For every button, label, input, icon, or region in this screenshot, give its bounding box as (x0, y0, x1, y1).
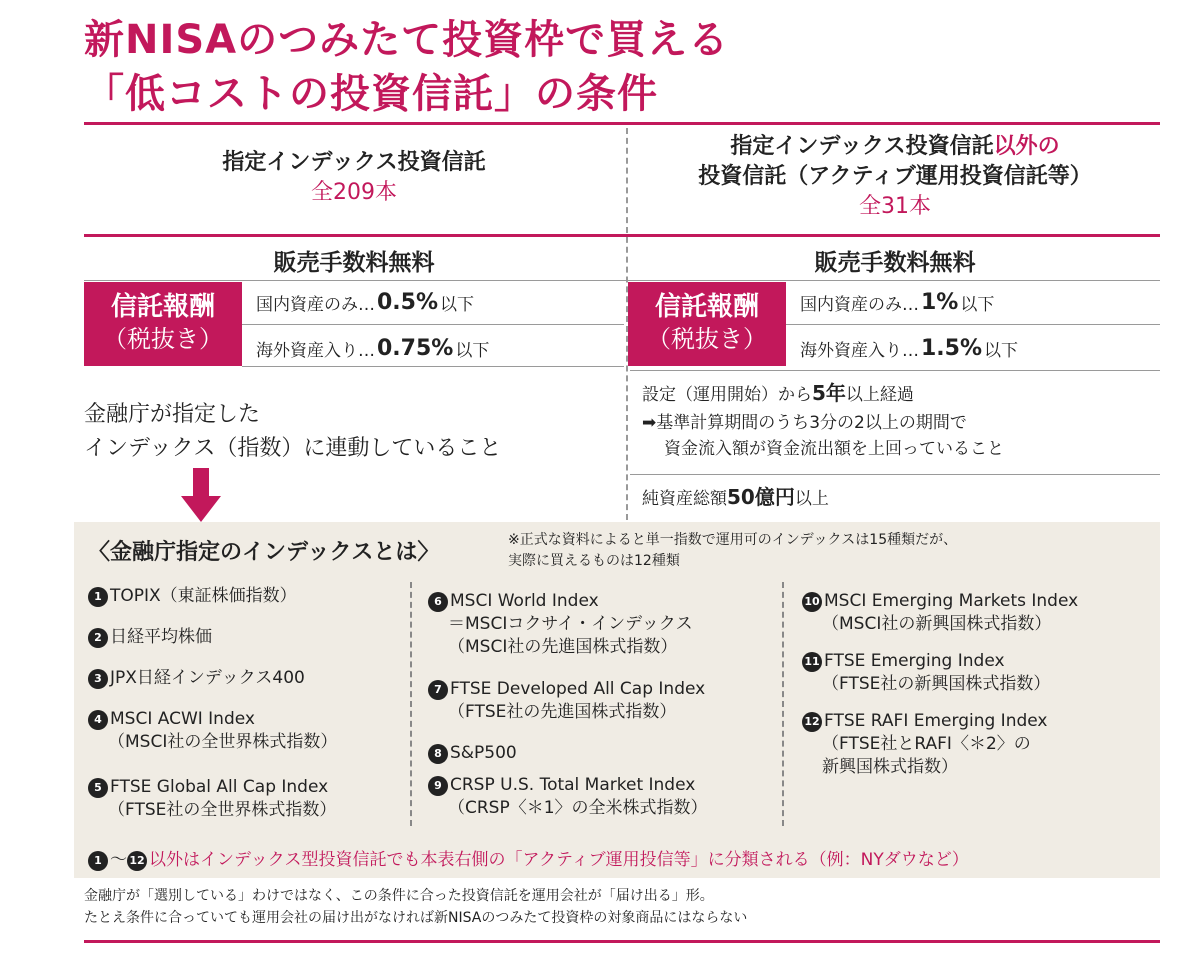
left-condition (84, 398, 501, 466)
left-rate2-value: 0.75% (377, 336, 454, 361)
number-badge-icon: 11 (802, 652, 822, 672)
right-trust-fee-badge (628, 282, 786, 366)
footer-line2: たとえ条件に合っていても運用会社の届け出がなければ新NISAのつみたて投資枠の対象商品にはならない (84, 910, 748, 926)
index-item-2 (88, 626, 212, 649)
right-cond1-value: 5年 (812, 381, 846, 405)
index-item-desc: （MSCI社の全世界株式指数） (108, 732, 338, 752)
left-condition-line1: 金融庁が指定した (84, 402, 261, 427)
left-trust-fee-sub: （税抜き） (103, 325, 223, 353)
right-column-header (630, 132, 1160, 222)
number-badge-icon: 3 (88, 669, 108, 689)
right-rate2-prefix: 海外資産入り… (800, 341, 919, 361)
left-heading: 指定インデックス投資信託 (222, 150, 486, 175)
index-item-name: FTSE Developed All Cap Index (450, 679, 706, 699)
number-badge-icon: 12 (802, 712, 822, 732)
right-rate-bottom-rule (630, 370, 1160, 371)
index-item-7 (428, 678, 705, 724)
number-badge-icon: 1 (88, 587, 108, 607)
number-badge-icon: 1 (88, 851, 108, 871)
index-bottom-note (88, 845, 969, 871)
number-badge-icon: 4 (88, 710, 108, 730)
index-item-desc: （CRSP〈＊1〉の全米株式指数） (448, 798, 708, 818)
index-item-desc2: 新興国株式指数） (822, 757, 958, 777)
index-item-name: FTSE Global All Cap Index (110, 777, 329, 797)
bottom-note-text: 以外はインデックス型投資信託でも本表右側の「アクティブ運用投信等」に分類される（例：NYダウなど） (149, 850, 969, 870)
index-item-1 (88, 585, 297, 608)
right-condition-period (642, 380, 914, 408)
index-note-line1: ※正式な資料によると単一指数で運用可のインデックスは15種類だが、 (508, 532, 958, 548)
right-rate-foreign (800, 336, 1018, 361)
index-item-desc: ＝MSCIコクサイ・インデックス (448, 614, 693, 634)
index-item-name: MSCI Emerging Markets Index (824, 591, 1079, 611)
index-item-name: FTSE Emerging Index (824, 651, 1005, 671)
right-cond1-prefix: 設定（運用開始）から (642, 385, 812, 405)
page-title-line1: 新NISAのつみたて投資枠で買える (84, 17, 730, 63)
left-trust-fee-label: 信託報酬 (110, 292, 215, 322)
index-item-desc: （FTSE社とRAFI〈＊2〉の (822, 734, 1031, 754)
number-badge-icon: 5 (88, 778, 108, 798)
index-section-title: 〈金融庁指定のインデックスとは〉 (88, 540, 440, 565)
table-bottom-rule (84, 940, 1160, 943)
index-item-6 (428, 590, 693, 659)
left-rate1-value: 0.5% (377, 290, 439, 315)
left-column-header (84, 148, 624, 208)
index-item-12 (802, 710, 1047, 779)
index-item-name: MSCI World Index (450, 591, 599, 611)
index-item-3 (88, 667, 305, 690)
index-item-name: CRSP U.S. Total Market Index (450, 775, 696, 795)
right-heading-line2: 投資信託（アクティブ運用投資信託等） (698, 164, 1092, 189)
number-badge-icon: 8 (428, 744, 448, 764)
number-badge-icon: 12 (127, 851, 147, 871)
right-cond3-value: 50億円 (727, 485, 795, 509)
right-cond2-line2: 資金流入額が資金流出額を上回っていること (664, 439, 1004, 459)
index-item-9 (428, 774, 708, 820)
left-rate-divider (242, 324, 624, 325)
right-rate1-suffix: 以下 (960, 295, 995, 315)
index-item-name: FTSE RAFI Emerging Index (824, 711, 1048, 731)
index-section-note (508, 530, 957, 572)
index-item-name: 日経平均株価 (110, 627, 212, 647)
down-arrow-head-icon (181, 496, 221, 522)
right-rate2-suffix: 以下 (984, 341, 1019, 361)
index-item-8 (428, 742, 517, 765)
left-count: 全209本 (311, 180, 397, 205)
right-rate-domestic (800, 290, 994, 315)
right-rate-divider (786, 324, 1160, 325)
number-badge-icon: 6 (428, 592, 448, 612)
index-item-4 (88, 708, 337, 754)
fee-row-rule (84, 280, 1160, 281)
index-item-10 (802, 590, 1078, 636)
number-badge-icon: 9 (428, 776, 448, 796)
page-title-line2: 「低コストの投資信託」の条件 (84, 71, 658, 117)
right-fee-free: 販売手数料無料 (814, 250, 976, 276)
footer-note (84, 885, 747, 929)
index-item-name: JPX日経インデックス400 (110, 668, 305, 688)
number-badge-icon: 10 (802, 592, 822, 612)
right-rate2-value: 1.5% (921, 336, 983, 361)
number-badge-icon: 7 (428, 680, 448, 700)
right-heading-part2: 以外の (993, 134, 1060, 159)
right-cond3-prefix: 純資産総額 (642, 489, 727, 509)
left-rate1-prefix: 国内資産のみ… (256, 295, 375, 315)
table-top-rule (84, 122, 1160, 125)
index-item-desc: （MSCI社の新興国株式指数） (822, 614, 1052, 634)
index-item-name: S&P500 (450, 743, 517, 763)
right-count: 全31本 (859, 194, 931, 219)
right-cond3-suffix: 以上 (794, 489, 829, 509)
index-item-desc: （FTSE社の全世界株式指数） (108, 800, 337, 820)
index-item-name: TOPIX（東証株価指数） (110, 586, 297, 606)
left-rate1-suffix: 以下 (440, 295, 475, 315)
tilde: 〜 (110, 850, 127, 870)
right-cond1-suffix: 以上経過 (845, 385, 914, 405)
index-col-divider-2 (782, 582, 784, 826)
right-trust-fee-label: 信託報酬 (654, 292, 759, 322)
left-rate2-prefix: 海外資産入り… (256, 341, 375, 361)
left-rate-domestic (256, 290, 474, 315)
index-item-5 (88, 776, 336, 822)
down-arrow-icon (193, 468, 209, 498)
left-rate2-suffix: 以下 (455, 341, 490, 361)
index-note-line2: 実際に買えるものは12種類 (508, 553, 680, 569)
right-rate1-prefix: 国内資産のみ… (800, 295, 919, 315)
left-rate-foreign (256, 336, 489, 361)
right-trust-fee-sub: （税抜き） (647, 325, 767, 353)
right-cond2-line1: ➡基準計算期間のうち3分の2以上の期間で (642, 413, 967, 433)
footer-line1: 金融庁が「選別している」わけではなく、この条件に合った投資信託を運用会社が「届け出る」形。 (84, 888, 714, 904)
right-condition-inflow (642, 410, 1004, 462)
number-badge-icon: 2 (88, 628, 108, 648)
index-item-desc2: （MSCI社の先進国株式指数） (448, 637, 678, 657)
index-col-divider-1 (410, 582, 412, 826)
index-item-desc: （FTSE社の新興国株式指数） (822, 674, 1051, 694)
left-fee-free: 販売手数料無料 (273, 250, 435, 276)
right-heading-part1: 指定インデックス投資信託 (730, 134, 994, 159)
index-item-11 (802, 650, 1050, 696)
right-condition-assets (642, 484, 829, 512)
left-rate-bottom-rule (242, 366, 624, 367)
left-condition-line2: インデックス（指数）に連動していること (84, 436, 502, 461)
right-rate1-value: 1% (921, 290, 959, 315)
left-trust-fee-badge (84, 282, 242, 366)
index-item-desc: （FTSE社の先進国株式指数） (448, 702, 677, 722)
index-item-name: MSCI ACWI Index (110, 709, 255, 729)
right-condition-rule (630, 474, 1160, 475)
header-bottom-rule (84, 234, 1160, 237)
